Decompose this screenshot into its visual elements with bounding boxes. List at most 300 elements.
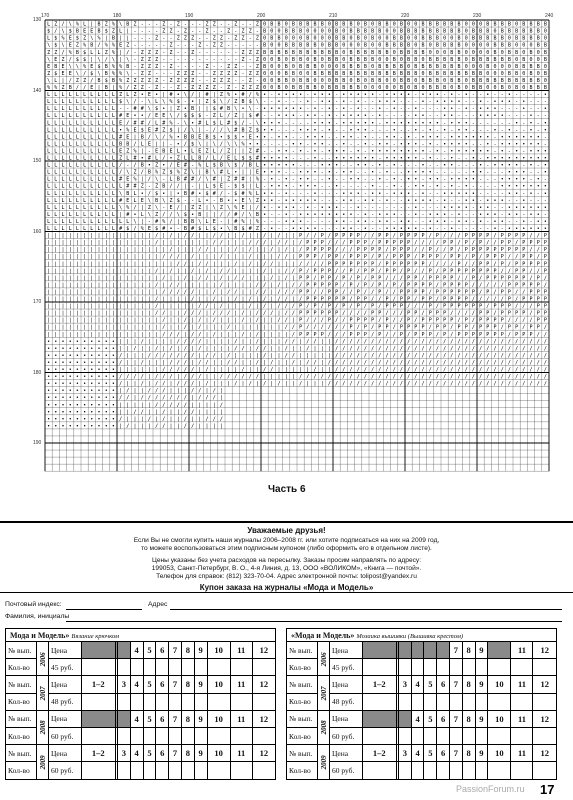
svg-text:$: $ [83, 49, 87, 56]
quantity-cell[interactable] [143, 727, 156, 744]
svg-text:B: B [255, 211, 259, 218]
quantity-cell[interactable] [181, 727, 194, 744]
quantity-cell[interactable] [398, 659, 411, 676]
svg-text:/: / [471, 381, 475, 388]
svg-text:•: • [277, 183, 281, 190]
svg-text:P: P [486, 317, 490, 324]
svg-text:P: P [457, 268, 461, 275]
svg-text:/: / [414, 247, 418, 254]
svg-text:|: | [234, 148, 238, 155]
quantity-cell[interactable] [130, 659, 143, 676]
svg-text:-: - [299, 190, 303, 197]
quantity-cell[interactable] [181, 693, 194, 710]
svg-text:/: / [306, 374, 310, 381]
svg-text:L: L [83, 21, 87, 28]
quantity-cell[interactable] [143, 693, 156, 710]
svg-text:|: | [83, 275, 87, 282]
quantity-cell[interactable] [450, 762, 463, 779]
svg-text:B: B [306, 85, 310, 91]
quantity-cell[interactable] [450, 727, 463, 744]
svg-text:|: | [169, 190, 173, 197]
svg-text:|: | [83, 233, 87, 240]
quantity-cell[interactable] [169, 762, 182, 779]
svg-text:/: / [299, 240, 303, 247]
quantity-cell[interactable] [450, 693, 463, 710]
svg-text:L: L [68, 169, 72, 176]
quantity-cell[interactable] [424, 659, 437, 676]
svg-text:B: B [399, 21, 403, 28]
svg-text:|: | [133, 275, 137, 282]
quantity-cell[interactable] [207, 762, 230, 779]
svg-text:/: / [306, 303, 310, 310]
svg-text:|: | [255, 352, 259, 359]
svg-text:/: / [371, 254, 375, 261]
svg-text:B: B [450, 21, 454, 28]
svg-text:|: | [248, 233, 252, 240]
quantity-cell[interactable] [252, 762, 275, 779]
svg-text:/: / [421, 374, 425, 381]
svg-text:L: L [97, 134, 101, 141]
quantity-cell[interactable] [252, 727, 275, 744]
svg-text:|: | [176, 268, 180, 275]
svg-text:\: \ [47, 56, 51, 63]
svg-text:-: - [399, 211, 403, 218]
quantity-cell[interactable] [363, 693, 397, 710]
quantity-cell[interactable] [181, 659, 194, 676]
svg-text:•: • [493, 211, 497, 218]
svg-text:|: | [263, 331, 267, 338]
issue-number: 12 [252, 710, 275, 727]
svg-text:|: | [47, 275, 51, 282]
svg-text:L: L [104, 127, 108, 134]
svg-text:•: • [414, 148, 418, 155]
svg-text:•: • [421, 190, 425, 197]
svg-text:/: / [183, 359, 187, 366]
svg-text:/: / [435, 282, 439, 289]
svg-text:-: - [371, 176, 375, 183]
svg-text:-: - [414, 92, 418, 99]
quantity-cell[interactable] [169, 727, 182, 744]
svg-text:|: | [119, 345, 123, 352]
quantity-cell[interactable] [511, 659, 533, 676]
svg-text:%: % [119, 63, 123, 70]
quantity-cell[interactable] [207, 659, 230, 676]
quantity-cell[interactable] [462, 762, 475, 779]
svg-text:B: B [414, 49, 418, 56]
svg-text:-: - [313, 176, 317, 183]
svg-text:B: B [529, 35, 533, 42]
svg-text:L: L [90, 211, 94, 218]
quantity-cell[interactable] [533, 659, 557, 676]
quantity-cell[interactable] [194, 659, 207, 676]
svg-text:-: - [183, 197, 187, 204]
svg-text:0: 0 [464, 28, 468, 35]
svg-text:-: - [335, 127, 339, 134]
quantity-cell[interactable] [533, 762, 557, 779]
quantity-cell[interactable] [363, 762, 397, 779]
quantity-cell[interactable] [488, 693, 511, 710]
quantity-cell[interactable] [488, 762, 511, 779]
svg-text:/: / [414, 303, 418, 310]
quantity-cell[interactable] [488, 727, 511, 744]
year-label: 2008 [318, 710, 330, 744]
quantity-cell[interactable] [533, 727, 557, 744]
svg-text:/: / [198, 261, 202, 268]
quantity-cell[interactable] [475, 727, 488, 744]
quantity-cell[interactable] [252, 659, 275, 676]
svg-text:•: • [133, 211, 137, 218]
svg-text:/: / [399, 345, 403, 352]
svg-text:/: / [205, 381, 209, 388]
quantity-cell[interactable] [462, 727, 475, 744]
quantity-cell[interactable] [437, 727, 450, 744]
svg-text:\: \ [248, 211, 252, 218]
quantity-cell[interactable] [511, 727, 533, 744]
svg-text:•: • [270, 127, 274, 134]
svg-text:•: • [493, 218, 497, 225]
svg-text:/: / [126, 423, 130, 430]
quantity-cell[interactable] [117, 693, 130, 710]
svg-text:Z: Z [219, 70, 223, 77]
svg-text:-: - [169, 141, 173, 148]
quantity-cell[interactable] [475, 693, 488, 710]
svg-text:/: / [385, 247, 389, 254]
svg-text:0: 0 [407, 21, 411, 28]
svg-text:•: • [234, 197, 238, 204]
svg-text:•: • [399, 226, 403, 232]
quantity-cell[interactable] [194, 693, 207, 710]
svg-text:0: 0 [270, 85, 274, 91]
svg-text:|: | [126, 261, 130, 268]
svg-text:|: | [140, 261, 144, 268]
svg-text:-: - [493, 183, 497, 190]
quantity-cell[interactable] [82, 659, 116, 676]
svg-text:0: 0 [450, 35, 454, 42]
svg-text:•: • [385, 218, 389, 225]
quantity-cell[interactable] [511, 762, 533, 779]
quantity-cell[interactable] [130, 762, 143, 779]
svg-text:B: B [421, 21, 425, 28]
svg-text:•: • [464, 183, 468, 190]
svg-text:•: • [47, 388, 51, 395]
svg-text:|: | [104, 268, 108, 275]
svg-text:B: B [435, 56, 439, 63]
quantity-cell[interactable] [411, 727, 424, 744]
svg-text:|: | [126, 381, 130, 388]
quantity-cell[interactable] [117, 727, 130, 744]
svg-text:•: • [371, 183, 375, 190]
svg-text:0: 0 [306, 28, 310, 35]
quantity-cell[interactable] [398, 727, 411, 744]
svg-text:0: 0 [392, 28, 396, 35]
svg-text:/: / [342, 254, 346, 261]
svg-text:/: / [255, 204, 259, 211]
svg-text:L: L [75, 92, 79, 99]
quantity-cell[interactable] [82, 693, 116, 710]
quantity-cell[interactable] [363, 727, 397, 744]
svg-text:•: • [61, 423, 65, 430]
quantity-cell[interactable] [169, 659, 182, 676]
svg-text:|: | [140, 317, 144, 324]
quantity-cell[interactable] [82, 727, 116, 744]
svg-text:/: / [169, 395, 173, 402]
svg-text:|: | [104, 331, 108, 338]
svg-text:•: • [291, 197, 295, 204]
quantity-cell[interactable] [437, 659, 450, 676]
svg-text:-: - [147, 42, 151, 49]
quantity-cell[interactable] [363, 659, 397, 676]
quantity-cell[interactable] [437, 693, 450, 710]
svg-text:•: • [443, 127, 447, 134]
svg-text:/: / [169, 282, 173, 289]
svg-text:B: B [198, 155, 202, 162]
svg-text:/: / [450, 381, 454, 388]
svg-text:/: / [75, 85, 79, 91]
svg-text:L: L [68, 162, 72, 169]
svg-text:B: B [435, 77, 439, 84]
svg-text:|: | [119, 261, 123, 268]
postal-field[interactable] [66, 609, 142, 610]
svg-text:•: • [176, 92, 180, 99]
svg-text:|: | [327, 352, 331, 359]
quantity-cell[interactable] [117, 762, 130, 779]
svg-text:/: / [68, 56, 72, 63]
svg-text:B: B [335, 42, 339, 49]
svg-text:B: B [428, 21, 432, 28]
svg-text:/: / [342, 289, 346, 296]
svg-text:•: • [450, 162, 454, 169]
quantity-cell[interactable] [462, 659, 475, 676]
svg-text:•: • [471, 197, 475, 204]
svg-text:B: B [176, 176, 180, 183]
svg-text:/: / [515, 345, 519, 352]
svg-text:-: - [191, 21, 195, 28]
svg-text:L: L [104, 211, 108, 218]
svg-text:•: • [313, 148, 317, 155]
svg-text:\: \ [212, 141, 216, 148]
svg-text:/: / [248, 374, 252, 381]
svg-text:-: - [392, 204, 396, 211]
quantity-cell[interactable] [424, 727, 437, 744]
quantity-cell[interactable] [230, 762, 252, 779]
quantity-cell[interactable] [533, 693, 557, 710]
svg-text:B: B [385, 21, 389, 28]
svg-text:/: / [126, 120, 130, 127]
quantity-cell[interactable] [181, 762, 194, 779]
svg-text:•: • [327, 211, 331, 218]
svg-text:-: - [320, 127, 324, 134]
svg-text:-: - [536, 190, 540, 197]
svg-text:/: / [443, 352, 447, 359]
svg-text:P: P [378, 247, 382, 254]
svg-text:\: \ [248, 197, 252, 204]
svg-text:L: L [191, 155, 195, 162]
quantity-cell[interactable] [411, 659, 424, 676]
svg-text:#: # [155, 127, 159, 134]
svg-text:•: • [385, 148, 389, 155]
svg-text:|: | [255, 247, 259, 254]
svg-text:-: - [399, 162, 403, 169]
svg-text:P: P [443, 303, 447, 310]
quantity-cell[interactable] [207, 727, 230, 744]
svg-text:B: B [356, 77, 360, 84]
svg-text:/: / [313, 367, 317, 373]
quantity-cell[interactable] [488, 659, 511, 676]
quantity-cell[interactable] [475, 659, 488, 676]
svg-text:/: / [248, 240, 252, 247]
svg-text:•: • [68, 402, 72, 409]
quantity-cell[interactable] [450, 659, 463, 676]
quantity-cell[interactable] [194, 762, 207, 779]
svg-text:/: / [162, 416, 166, 423]
svg-text:•: • [435, 183, 439, 190]
svg-text:/: / [385, 338, 389, 345]
svg-text:P: P [414, 289, 418, 296]
svg-text:/: / [479, 381, 483, 388]
svg-text:L: L [47, 35, 51, 42]
svg-text:/: / [162, 402, 166, 409]
quantity-cell[interactable] [117, 659, 130, 676]
svg-text:|: | [270, 254, 274, 261]
svg-text:•: • [61, 395, 65, 402]
quantity-cell[interactable] [437, 762, 450, 779]
svg-text:•: • [75, 402, 79, 409]
svg-text:•: • [515, 226, 519, 232]
svg-text:/: / [428, 359, 432, 366]
quantity-cell[interactable] [143, 762, 156, 779]
svg-text:/: / [241, 120, 245, 127]
svg-text:•: • [270, 176, 274, 183]
quantity-cell[interactable] [462, 693, 475, 710]
svg-text:-: - [515, 92, 519, 99]
svg-text:-: - [435, 106, 439, 113]
svg-text:/: / [486, 240, 490, 247]
svg-text:P: P [407, 261, 411, 268]
svg-text:P: P [313, 247, 317, 254]
svg-text:P: P [457, 282, 461, 289]
svg-text:•: • [443, 99, 447, 106]
quantity-cell[interactable] [398, 762, 411, 779]
quantity-cell[interactable] [411, 762, 424, 779]
quantity-cell[interactable] [194, 727, 207, 744]
quantity-cell[interactable] [424, 762, 437, 779]
svg-text:|: | [176, 218, 180, 225]
svg-text:•: • [270, 106, 274, 113]
quantity-cell[interactable] [82, 762, 116, 779]
svg-text:L: L [97, 127, 101, 134]
quantity-cell[interactable] [230, 727, 252, 744]
quantity-cell[interactable] [207, 693, 230, 710]
quantity-cell[interactable] [511, 693, 533, 710]
svg-text:/: / [457, 240, 461, 247]
quantity-cell[interactable] [230, 659, 252, 676]
quantity-cell[interactable] [156, 659, 169, 676]
svg-text:/: / [342, 324, 346, 331]
quantity-cell[interactable] [156, 727, 169, 744]
svg-text:-: - [457, 106, 461, 113]
svg-text:P: P [414, 233, 418, 240]
svg-text:|: | [234, 240, 238, 247]
svg-text:•: • [291, 141, 295, 148]
svg-text:|: | [140, 324, 144, 331]
quantity-cell[interactable] [156, 762, 169, 779]
svg-text:|: | [155, 409, 159, 416]
svg-text:0: 0 [464, 42, 468, 49]
svg-text:P: P [371, 317, 375, 324]
svg-text:L: L [47, 106, 51, 113]
svg-text:|: | [90, 282, 94, 289]
svg-text:|: | [270, 296, 274, 303]
quantity-cell[interactable] [411, 693, 424, 710]
svg-text:0: 0 [306, 70, 310, 77]
svg-text:|: | [90, 331, 94, 338]
svg-text:-: - [291, 99, 295, 106]
svg-text:/: / [212, 310, 216, 317]
svg-text:0: 0 [464, 21, 468, 28]
quantity-cell[interactable] [230, 693, 252, 710]
quantity-cell[interactable] [398, 693, 411, 710]
svg-text:B: B [299, 77, 303, 84]
svg-text:/: / [133, 162, 137, 169]
quantity-cell[interactable] [252, 693, 275, 710]
svg-text:•: • [464, 190, 468, 197]
svg-text:/: / [306, 345, 310, 352]
svg-text:/: / [155, 303, 159, 310]
svg-text:|: | [277, 345, 281, 352]
svg-text:/: / [421, 247, 425, 254]
quantity-cell[interactable] [169, 693, 182, 710]
svg-text:Z: Z [191, 35, 195, 42]
svg-text:/: / [385, 374, 389, 381]
svg-text:-: - [241, 63, 245, 70]
name-field[interactable] [66, 621, 562, 622]
svg-text:B: B [299, 63, 303, 70]
svg-text:|: | [68, 240, 72, 247]
quantity-cell[interactable] [475, 762, 488, 779]
svg-text:L: L [75, 183, 79, 190]
svg-text:•: • [522, 106, 526, 113]
svg-text:•: • [111, 395, 115, 402]
svg-text:|: | [277, 268, 281, 275]
svg-text:\: \ [126, 99, 130, 106]
svg-text:-: - [263, 141, 267, 148]
svg-text:|: | [198, 183, 202, 190]
svg-text:•: • [421, 169, 425, 176]
svg-text:Z: Z [205, 99, 209, 106]
svg-text:|: | [54, 282, 58, 289]
svg-text:/: / [284, 338, 288, 345]
quantity-cell[interactable] [143, 659, 156, 676]
svg-text:/: / [227, 113, 231, 120]
issue-number: 11 [511, 642, 533, 659]
svg-text:|: | [248, 324, 252, 331]
svg-text:L: L [90, 197, 94, 204]
svg-text:|: | [75, 268, 79, 275]
quantity-cell[interactable] [424, 693, 437, 710]
quantity-cell[interactable] [130, 727, 143, 744]
svg-text:B: B [392, 42, 396, 49]
address-field[interactable] [170, 609, 562, 610]
svg-text:B: B [342, 35, 346, 42]
svg-text:B: B [471, 35, 475, 42]
svg-text:0: 0 [428, 49, 432, 56]
svg-text:/: / [435, 331, 439, 338]
svg-text:•: • [428, 169, 432, 176]
quantity-cell[interactable] [130, 693, 143, 710]
svg-text:|: | [140, 282, 144, 289]
svg-text:•: • [421, 162, 425, 169]
quantity-cell[interactable] [156, 693, 169, 710]
